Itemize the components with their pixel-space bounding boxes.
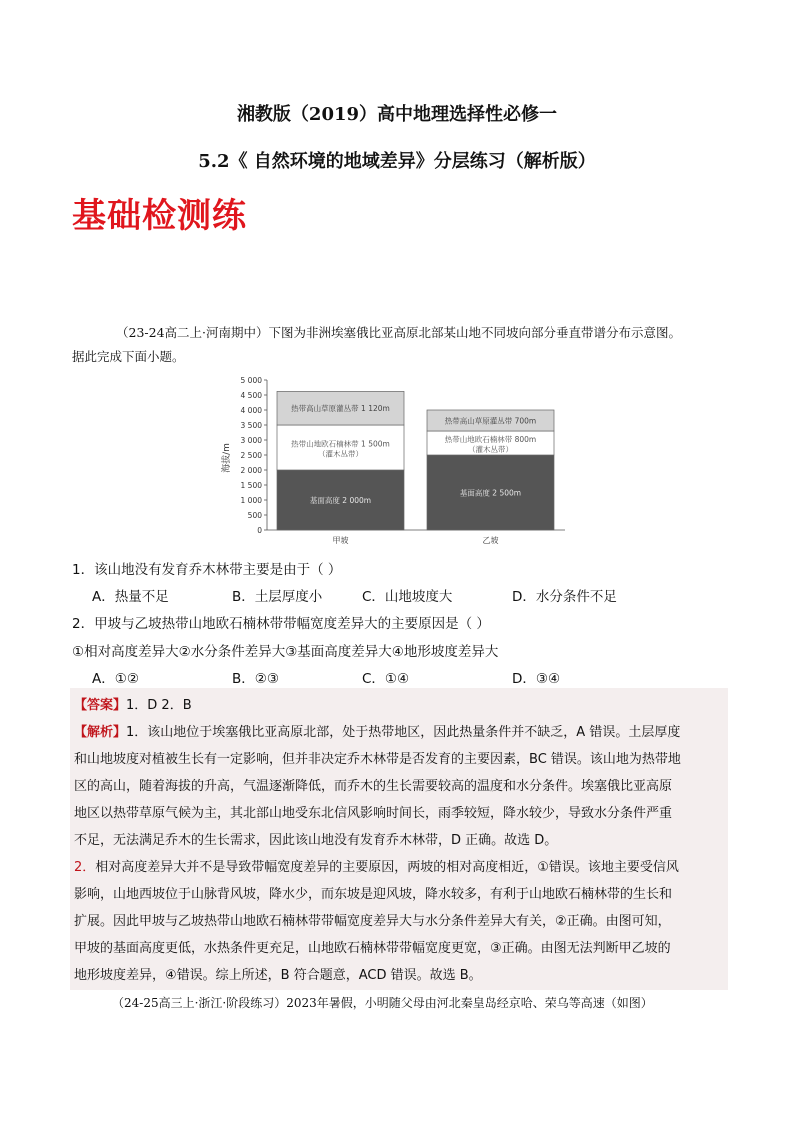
bar-segment-label: 热带山地欧石楠林带 800m xyxy=(444,435,537,444)
answer-line xyxy=(74,694,192,713)
section-title: 基础检测练 xyxy=(72,196,247,236)
analysis-p1-line: 和山地坡度对植被生长有一定影响，但并非决定乔木林带是否发育的主要因素，BC 错误。该山地为热带地 xyxy=(74,752,681,767)
analysis-p2-line: 地形坡度差异，④错误。综上所述，B 符合题意，ACD 错误。故选 B。 xyxy=(74,968,482,983)
question-2-options xyxy=(92,667,560,687)
analysis-p2-number: 2． xyxy=(74,860,96,875)
analysis-p2-line: 甲坡的基面高度更低，水热条件更充足，山地欧石楠林带带幅宽度更宽，③正确。由图无法判断甲乙坡的 xyxy=(74,941,671,956)
question-1-options xyxy=(92,585,617,605)
analysis-p1-line: 1．该山地位于埃塞俄比亚高原北部，处于热带地区，因此热量条件并不缺乏，A 错误。土层厚度 xyxy=(126,725,681,740)
document-title: 湘教版（2019）高中地理选择性必修一 xyxy=(236,104,558,125)
q1-option-b[interactable]: B．土层厚度小 xyxy=(232,589,323,605)
y-tick-label: 1 000 xyxy=(240,496,262,505)
question-intro xyxy=(72,321,732,369)
analysis-p2-line: 影响，山地西坡位于山脉背风坡，降水少，而东坡是迎风坡，降水较多，有利于山地欧石楠林带的生长和 xyxy=(74,887,673,902)
answer-text: 1．D 2．B xyxy=(126,698,192,713)
analysis-p2-line: 扩展。因此甲坡与乙坡热带山地欧石楠林带带幅宽度差异大与水分条件差异大有关，②正确。由图可知， xyxy=(74,914,671,929)
intro-line-1: （23-24高二上·河南期中）下图为非洲埃塞俄比亚高原北部某山地不同坡向部分垂直带谱分布示意图。 xyxy=(116,325,682,340)
bar-segment-label: 热带高山草原灌丛带 1 120m xyxy=(291,404,390,414)
analysis-p1-line: 不足，无法满足乔木的生长需求，因此该山地没有发育乔木林带，D 正确。故选 D。 xyxy=(74,833,558,848)
bar-segment-sublabel: （灌木丛带） xyxy=(318,449,363,459)
q2-option-b[interactable]: B．②③ xyxy=(232,671,279,687)
analysis-label: 【解析】 xyxy=(74,725,127,740)
bar-segment-sublabel: （灌木丛带） xyxy=(468,445,513,454)
bar-segment-label: 热带山地欧石楠林带 1 500m xyxy=(291,439,390,449)
analysis-p1-line: 区的高山，随着海拔的升高，气温逐渐降低，而乔木的生长需要较高的温度和水分条件。埃塞俄比亚高原 xyxy=(74,779,673,794)
q2-option-a[interactable]: A．①② xyxy=(92,671,139,687)
bar-segment-label: 热带高山草原灌丛带 700m xyxy=(444,416,537,426)
bar-segment-label: 基面高度 2 000m xyxy=(309,496,372,505)
q1-option-d[interactable]: D．水分条件不足 xyxy=(512,589,617,605)
question-2-statements: ①相对高度差异大②水分条件差异大③基面高度差异大④地形坡度差异大 xyxy=(72,644,499,660)
y-tick-label: 3 000 xyxy=(240,436,262,445)
x-category-label: 乙坡 xyxy=(482,536,499,545)
intro-line-2: 据此完成下面小题。 xyxy=(72,349,185,364)
bar-segment-label: 基面高度 2 500m xyxy=(459,488,522,498)
y-tick-label: 3 500 xyxy=(240,421,262,430)
y-axis-label: 海拔/m xyxy=(222,443,232,473)
y-tick-label: 5 000 xyxy=(240,376,262,385)
x-category-label: 甲坡 xyxy=(332,536,349,545)
q2-option-d[interactable]: D．③④ xyxy=(512,671,561,687)
y-tick-label: 2 000 xyxy=(240,466,262,475)
y-tick-label: 2 500 xyxy=(240,451,262,460)
analysis-p2-text: 相对高度差异大并不是导致带幅宽度差异的主要原因，两坡的相对高度相近，①错误。该地主要受信风 xyxy=(95,860,679,875)
q2-option-c[interactable]: C．①④ xyxy=(362,671,410,687)
analysis-p1-line: 地区以热带草原气候为主，其北部山地受东北信风影响时间长，雨季较短，降水较少，导致水分条件严重 xyxy=(74,806,673,821)
q1-option-c[interactable]: C．山地坡度大 xyxy=(362,589,453,605)
analysis-p2-line xyxy=(74,856,679,875)
vertical-zonation-chart xyxy=(215,370,575,555)
y-tick-label: 0 xyxy=(257,526,262,535)
analysis-line xyxy=(74,721,680,740)
y-tick-label: 4 000 xyxy=(240,406,262,415)
q1-option-a[interactable]: A．热量不足 xyxy=(92,589,169,605)
answer-label: 【答案】 xyxy=(74,698,127,713)
document-subtitle: 5.2《 自然环境的地域差异》分层练习（解析版） xyxy=(198,151,596,172)
y-tick-label: 1 500 xyxy=(240,481,262,490)
y-tick-label: 500 xyxy=(247,511,262,520)
question-2: 2．甲坡与乙坡热带山地欧石楠林带带幅宽度差异大的主要原因是（ ） xyxy=(72,616,490,632)
question-1: 1．该山地没有发育乔木林带主要是由于（ ） xyxy=(72,562,342,578)
y-tick-label: 4 500 xyxy=(240,391,262,400)
next-question-intro: （24-25高三上·浙江·阶段练习）2023年暑假，小明随父母由河北秦皇岛经京哈、荣乌等高速（如图） xyxy=(112,996,653,1010)
